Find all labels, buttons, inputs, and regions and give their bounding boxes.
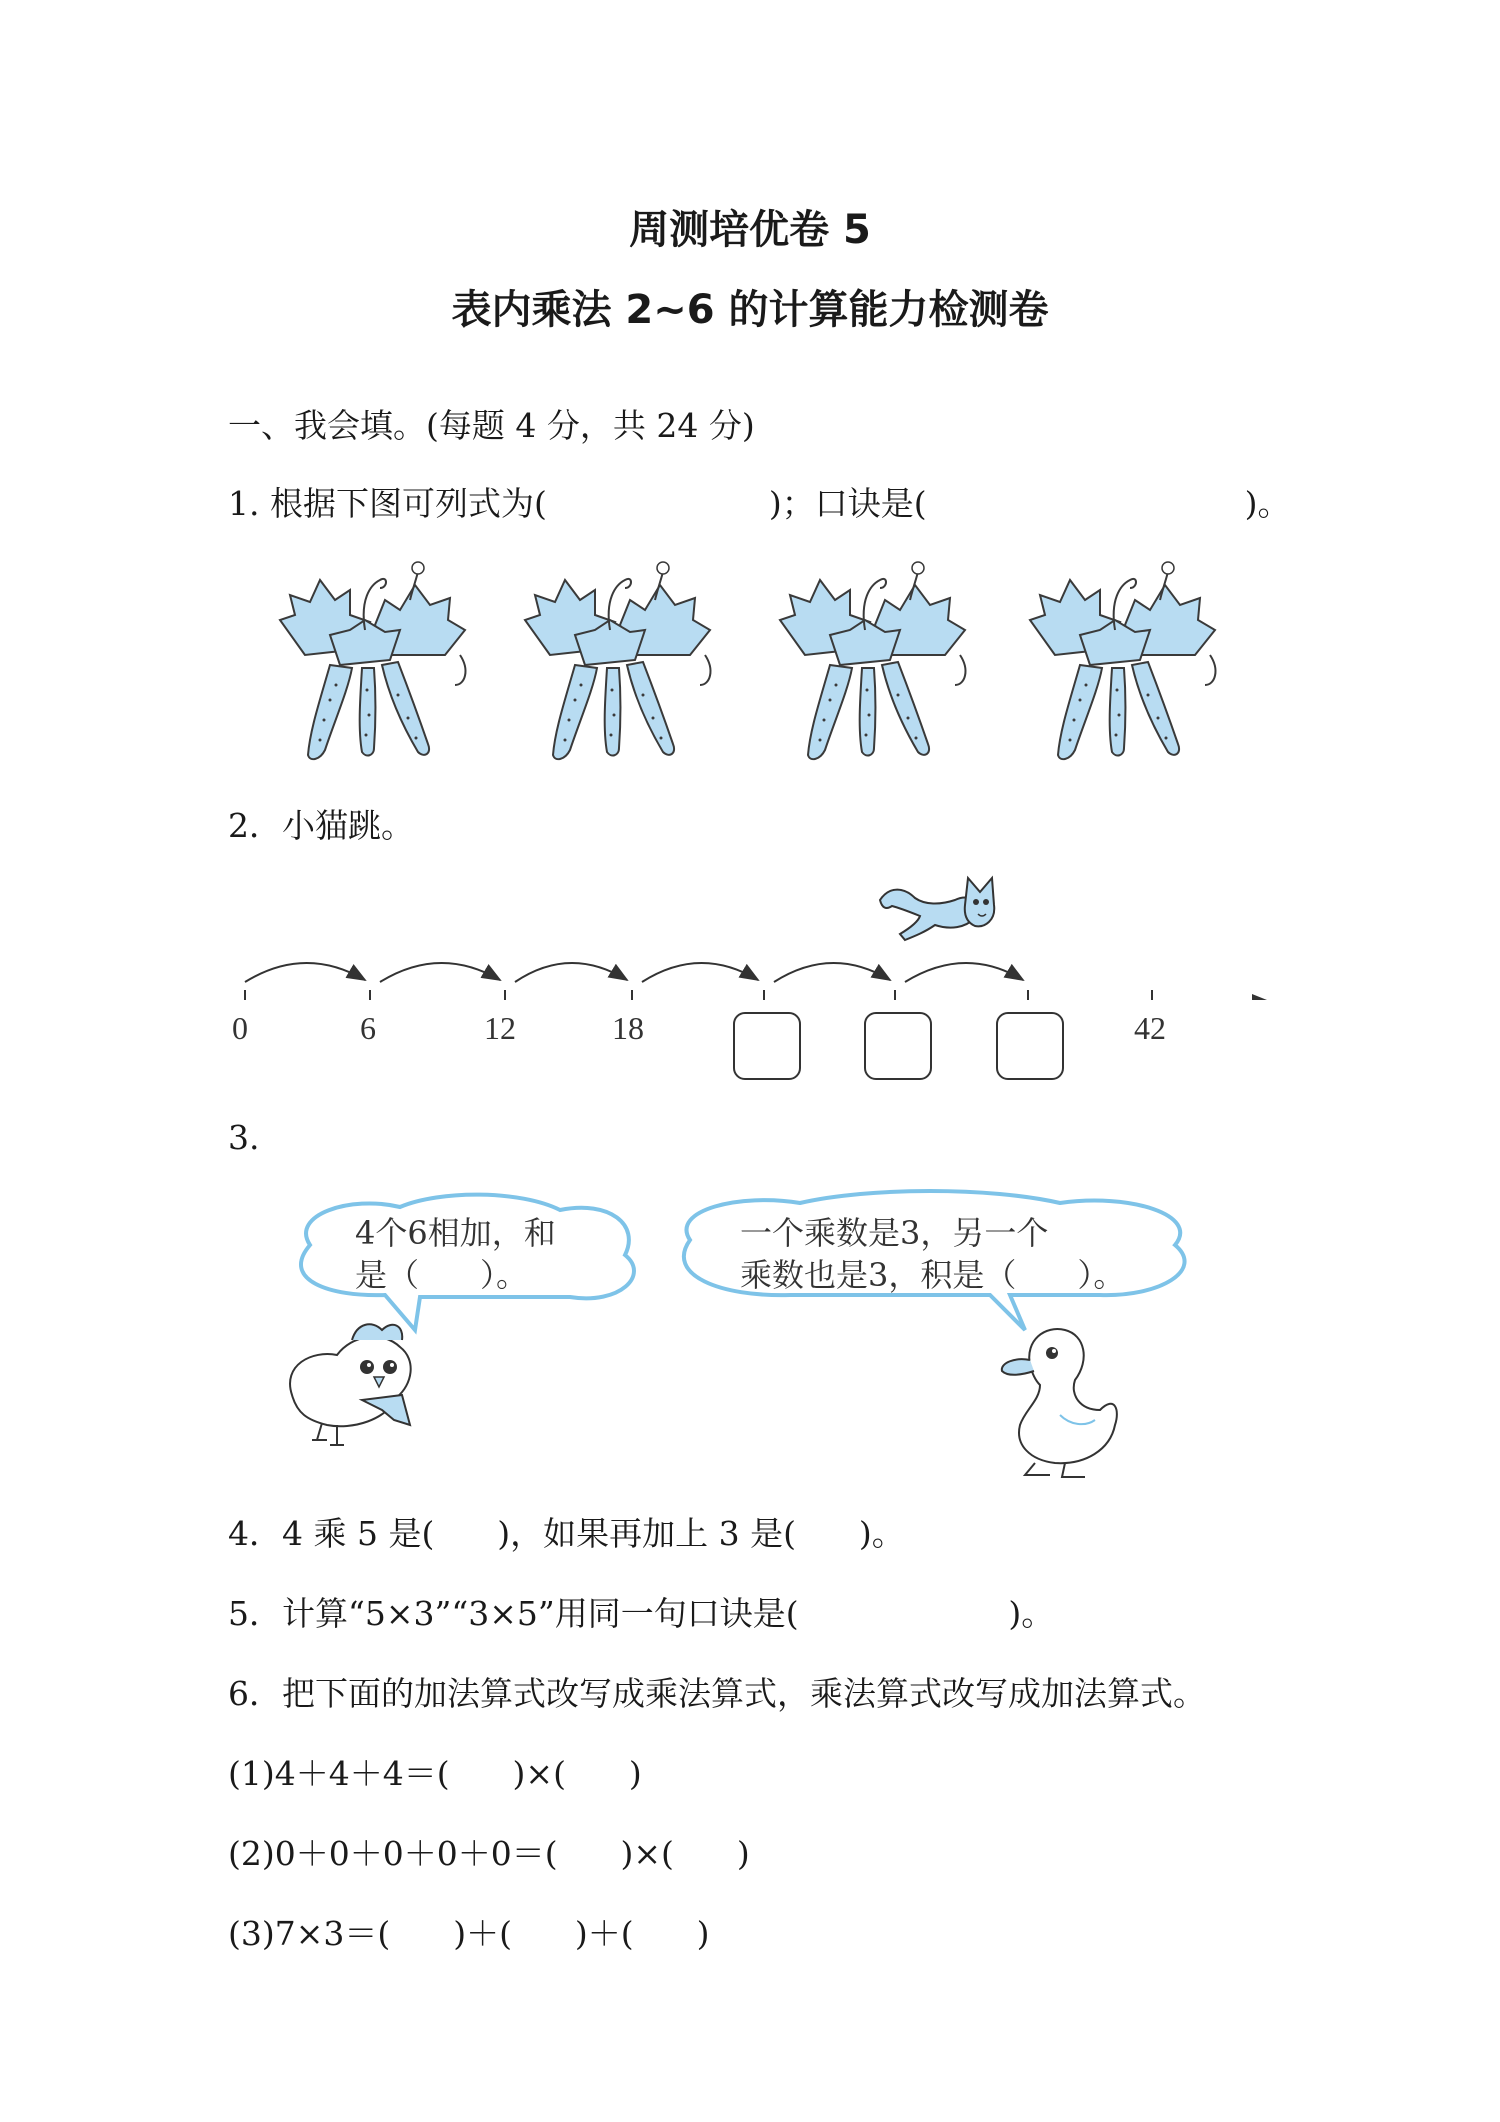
jump-arc — [905, 963, 1023, 982]
bubble-right-line2: 乘数也是3，积是（ ）。 — [740, 1256, 1126, 1294]
bubble-right-line1: 一个乘数是3，另一个 — [740, 1214, 1049, 1252]
cucumber-vine-icon — [525, 562, 710, 759]
chick-icon — [290, 1324, 411, 1445]
answer-box-2[interactable] — [864, 1012, 932, 1080]
tick-label: 12 — [484, 1010, 516, 1046]
jump-arc — [515, 963, 627, 982]
tick-label: 6 — [360, 1010, 376, 1046]
bubble-left-line1: 4个6相加，和 — [355, 1214, 556, 1252]
question-6: 6．把下面的加法算式改写成乘法算式，乘法算式改写成加法算式。 — [228, 1674, 1206, 1713]
bubble-left-line2: 是（ ）。 — [355, 1256, 529, 1294]
q1-suffix: )。 — [1244, 484, 1291, 523]
jump-arc — [245, 963, 365, 982]
duck-icon — [1002, 1329, 1117, 1477]
q6-item-1: (1)4＋4＋4＝( )×( ) — [228, 1754, 642, 1793]
page-title: 周测培优卷 5 — [629, 207, 871, 253]
question-5: 5．计算“5×3”“3×5”用同一句口诀是( )。 — [228, 1594, 1055, 1633]
section-heading: 一、我会填。(每题 4 分，共 24 分) — [228, 406, 755, 445]
question-1 — [228, 478, 1290, 525]
question-3: 3. — [228, 1118, 260, 1157]
page-subtitle: 表内乘法 2~6 的计算能力检测卷 — [451, 287, 1049, 333]
cat-icon — [880, 878, 994, 940]
q1-prefix: 1. 根据下图可列式为( — [228, 484, 547, 523]
question-4: 4．4 乘 5 是( )，如果再加上 3 是( )。 — [228, 1514, 905, 1553]
q1-figure — [250, 560, 1250, 770]
jump-arc — [642, 963, 758, 982]
cucumber-vine-icon — [780, 562, 965, 759]
cucumber-vine-icon — [280, 562, 465, 759]
tick-label: 18 — [612, 1010, 644, 1046]
answer-box-3[interactable] — [996, 1012, 1064, 1080]
answer-box-1[interactable] — [733, 1012, 801, 1080]
jump-arc — [774, 963, 890, 982]
q1-middle: )；口诀是( — [768, 484, 927, 523]
number-line — [220, 870, 1290, 1000]
q6-item-2: (2)0＋0＋0＋0＋0＝( )×( ) — [228, 1834, 750, 1873]
cucumber-vine-icon — [1030, 562, 1215, 759]
tick-label: 0 — [232, 1010, 248, 1046]
question-2: 2．小猫跳。 — [228, 806, 414, 845]
tick-label: 42 — [1134, 1010, 1166, 1046]
q6-item-3: (3)7×3＝( )＋( )＋( ) — [228, 1914, 710, 1953]
jump-arc — [380, 963, 500, 982]
